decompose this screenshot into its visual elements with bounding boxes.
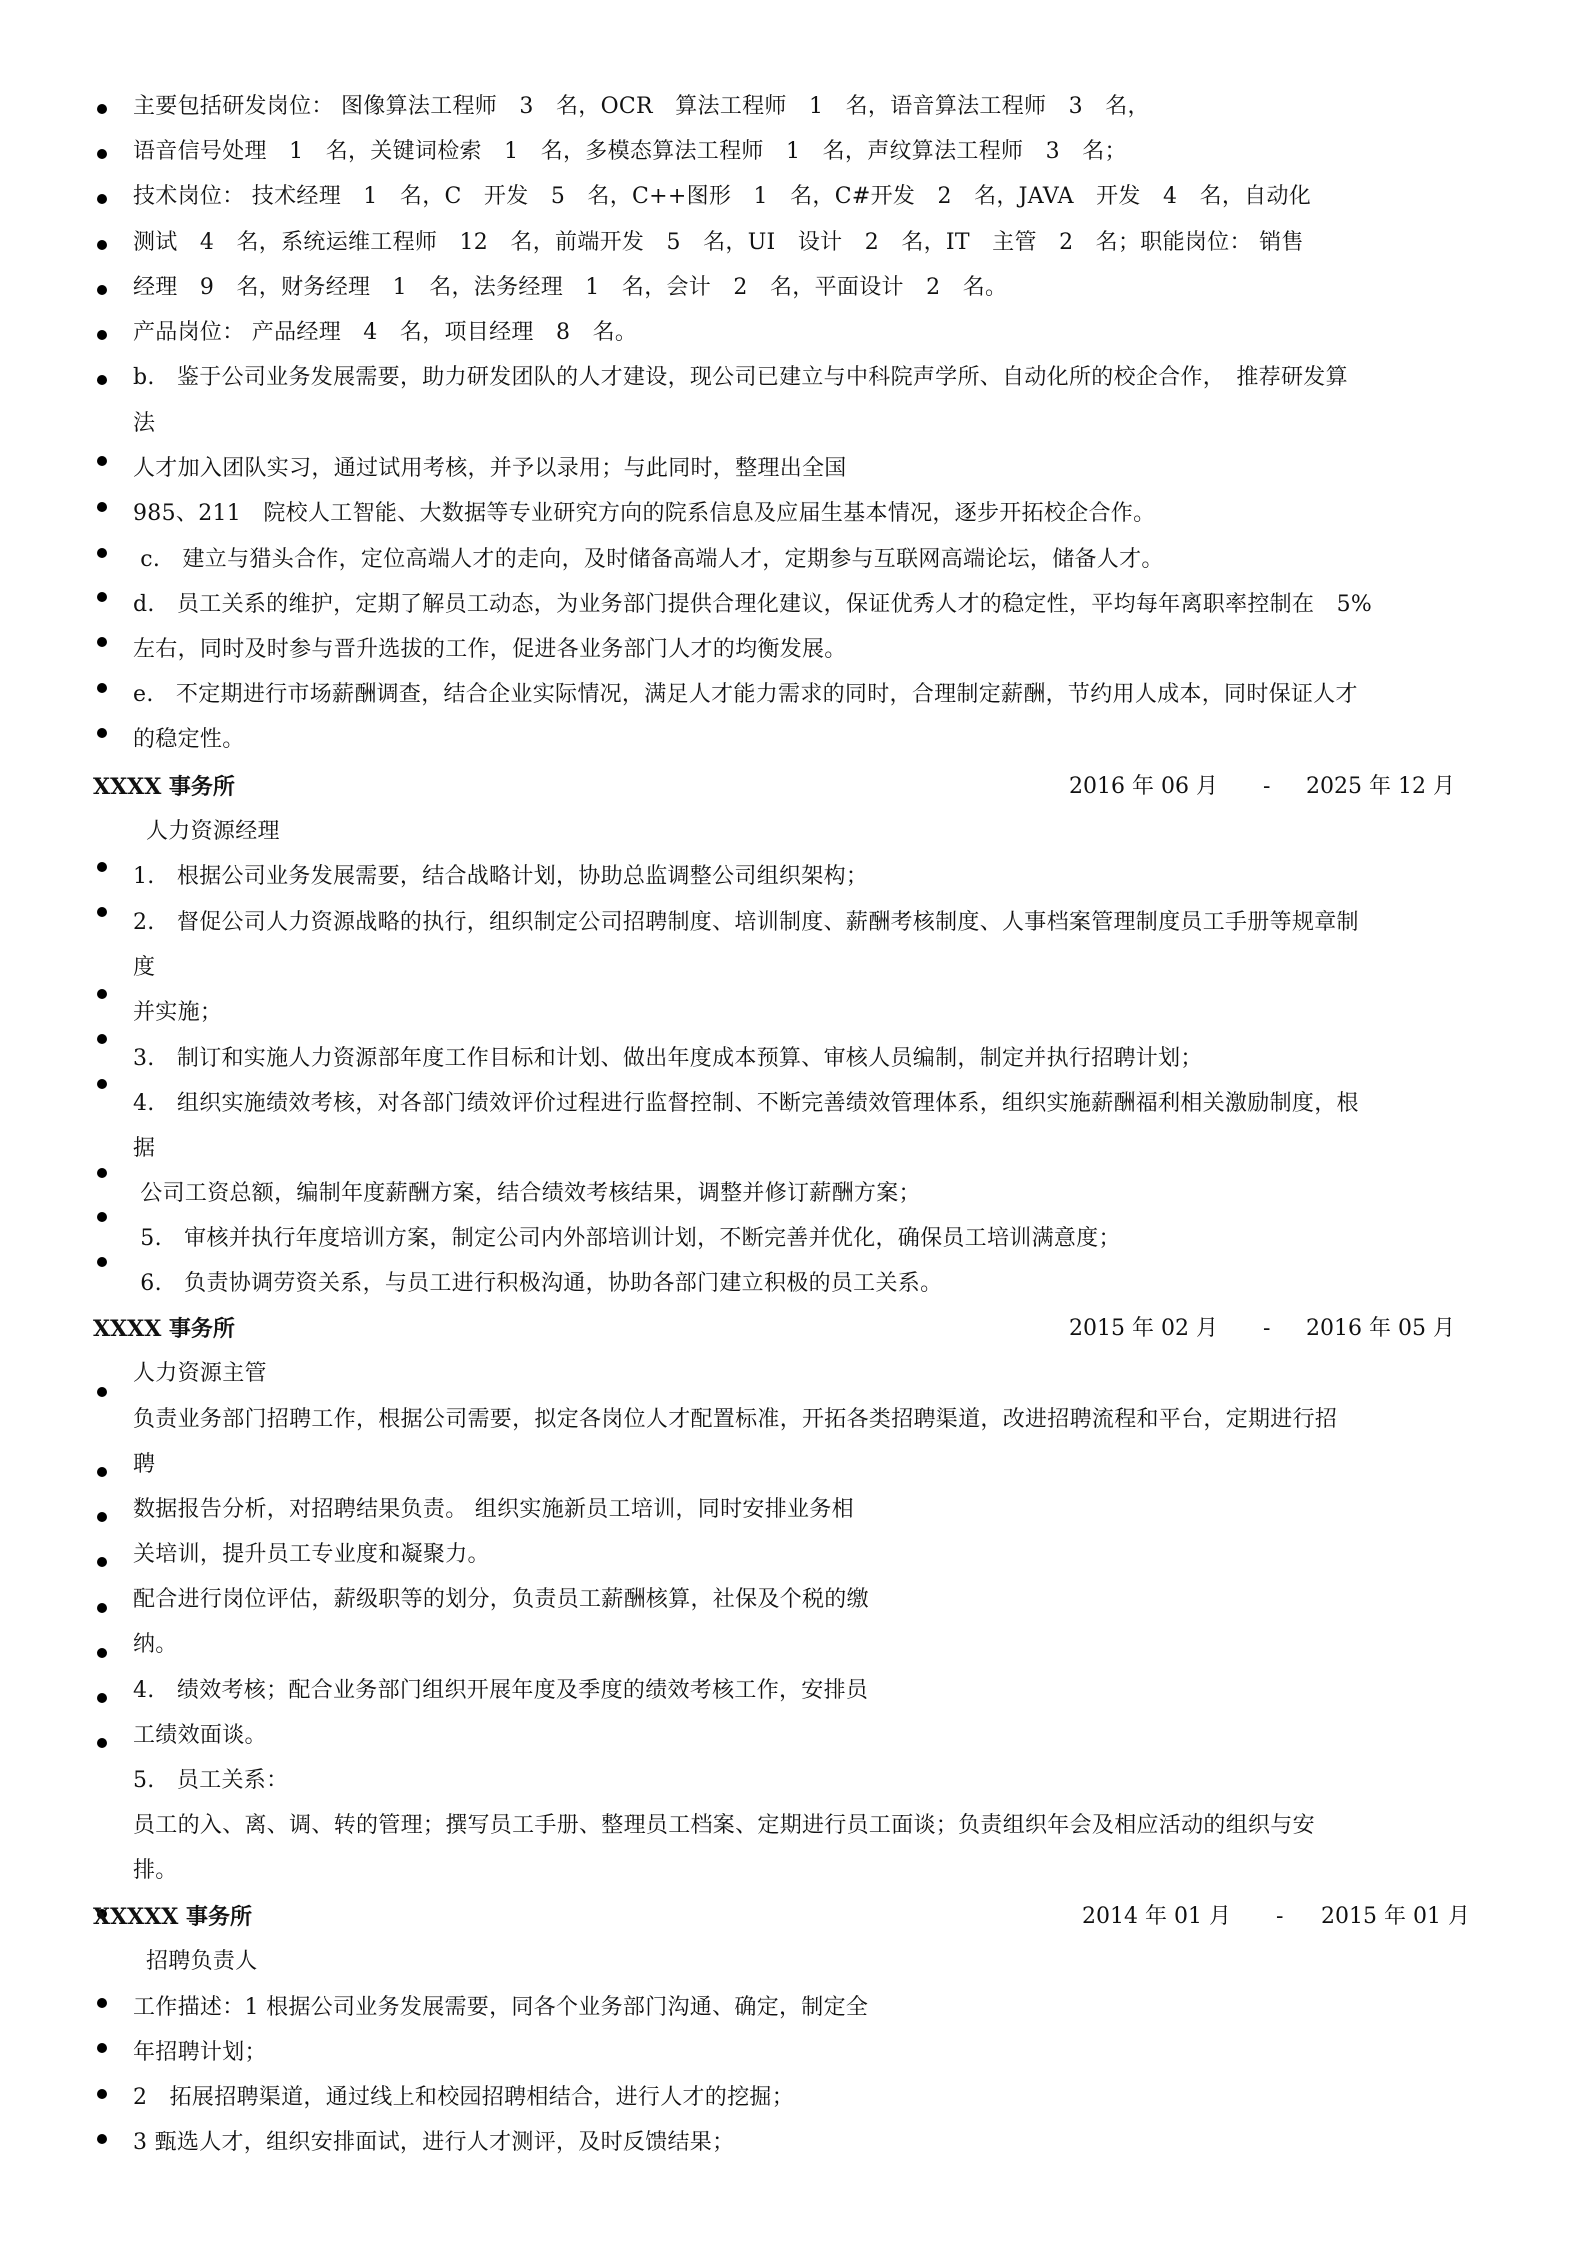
intro-line: d. 员工关系的维护，定期了解员工动态，为业务部门提供合理化建议，保证优秀人才的稳定性，平均每年离职率控制在 5% bbox=[133, 592, 1373, 617]
job-line: 5. 员工关系： bbox=[133, 1768, 289, 1793]
bullet-icon bbox=[97, 683, 107, 693]
job-line: 数据报告分析，对招聘结果负责。 组织实施新员工培训，同时安排业务相 bbox=[133, 1497, 854, 1522]
bullet-icon bbox=[97, 1467, 107, 1477]
intro-line: 经理 9 名，财务经理 1 名，法务经理 1 名，会计 2 名，平面设计 2 名。 bbox=[133, 275, 1008, 300]
bullet-icon bbox=[97, 375, 107, 385]
job-line: 3. 制订和实施人力资源部年度工作目标和计划、做出年度成本预算、审核人员编制，制定并执行招聘计划； bbox=[133, 1046, 1203, 1071]
intro-line: 左右，同时及时参与晋升选拔的工作，促进各业务部门人才的均衡发展。 bbox=[133, 637, 847, 662]
bullet-icon bbox=[97, 1512, 107, 1522]
date-end: 2025 年 12 月 bbox=[1306, 774, 1455, 799]
company-name: XXXX 事务所 bbox=[93, 774, 235, 800]
job-line: 4. 绩效考核；配合业务部门组织开展年度及季度的绩效考核工作，安排员 bbox=[133, 1678, 869, 1703]
bullet-icon bbox=[97, 2089, 107, 2099]
job-line: 关培训，提升员工专业度和凝聚力。 bbox=[133, 1542, 490, 1567]
job-line: 据 bbox=[133, 1136, 156, 1161]
bullet-icon bbox=[97, 637, 107, 647]
job-title: 人力资源经理 bbox=[146, 819, 280, 844]
intro-line: c. 建立与猎头合作，定位高端人才的走向，及时储备高端人才，定期参与互联网高端论坛，储备人才。 bbox=[133, 547, 1164, 572]
bullet-icon bbox=[97, 240, 107, 250]
job-line: 排。 bbox=[133, 1858, 178, 1883]
bullet-icon bbox=[97, 285, 107, 295]
job-line: 4. 组织实施绩效考核，对各部门绩效评价过程进行监督控制、不断完善绩效管理体系，组织实施薪酬福利相关激励制度，根 bbox=[133, 1091, 1359, 1116]
intro-line: 产品岗位： 产品经理 4 名，项目经理 8 名。 bbox=[133, 320, 638, 345]
intro-line: b. 鉴于公司业务发展需要，助力研发团队的人才建设，现公司已建立与中科院声学所、自动化所的校企合作， 推荐研发算 bbox=[133, 365, 1348, 390]
job-line: 负责业务部门招聘工作，根据公司需要，拟定各岗位人才配置标准，开拓各类招聘渠道，改进招聘流程和平台，定期进行招 bbox=[133, 1407, 1338, 1432]
bullet-icon bbox=[97, 1079, 107, 1089]
job-line: 聘 bbox=[133, 1452, 156, 1477]
bullet-icon bbox=[97, 2043, 107, 2053]
intro-line: 法 bbox=[133, 411, 156, 436]
date-separator: - bbox=[1263, 1316, 1271, 1341]
job-line: 5. 审核并执行年度培训方案，制定公司内外部培训计划，不断完善并优化，确保员工培训满意度； bbox=[133, 1226, 1121, 1251]
company-name: XXXX 事务所 bbox=[93, 1316, 235, 1342]
bullet-icon bbox=[97, 104, 107, 114]
intro-line: 技术岗位： 技术经理 1 名，C 开发 5 名，C++图形 1 名，C#开发 2 名，JAVA 开发 4 名，自动化 bbox=[133, 184, 1312, 209]
bullet-icon bbox=[97, 456, 107, 466]
bullet-icon bbox=[97, 330, 107, 340]
bullet-icon bbox=[97, 1603, 107, 1613]
bullet-icon bbox=[97, 728, 107, 738]
job-line: 公司工资总额，编制年度薪酬方案，结合绩效考核结果，调整并修订薪酬方案； bbox=[133, 1181, 921, 1206]
job-line: 员工的入、离、调、转的管理；撰写员工手册、整理员工档案、定期进行员工面谈；负责组织年会及相应活动的组织与安 bbox=[133, 1813, 1315, 1838]
bullet-icon bbox=[97, 194, 107, 204]
intro-line: 语音信号处理 1 名，关键词检索 1 名，多模态算法工程师 1 名，声纹算法工程师 3 名； bbox=[133, 139, 1127, 164]
bullet-icon bbox=[97, 1168, 107, 1178]
job-line: 工作描述：1 根据公司业务发展需要，同各个业务部门沟通、确定，制定全 bbox=[133, 1995, 869, 2020]
bullet-icon bbox=[97, 989, 107, 999]
job-line: 2 拓展招聘渠道，通过线上和校园招聘相结合，进行人才的挖掘； bbox=[133, 2085, 794, 2110]
job-line: 2. 督促公司人力资源战略的执行，组织制定公司招聘制度、培训制度、薪酬考核制度、人事档案管理制度员工手册等规章制 bbox=[133, 910, 1359, 935]
bullet-icon bbox=[97, 592, 107, 602]
date-end: 2015 年 01 月 bbox=[1321, 1904, 1470, 1929]
intro-line: 的稳定性。 bbox=[133, 727, 245, 752]
bullet-icon bbox=[97, 502, 107, 512]
job-title: 人力资源主管 bbox=[133, 1361, 267, 1386]
bullet-icon bbox=[97, 1212, 107, 1222]
bullet-icon bbox=[97, 1693, 107, 1703]
bullet-icon bbox=[97, 2134, 107, 2144]
intro-line: 主要包括研发岗位： 图像算法工程师 3 名，OCR 算法工程师 1 名，语音算法工程师 3 名， bbox=[133, 94, 1150, 119]
bullet-icon bbox=[97, 907, 107, 917]
job-line: 1. 根据公司业务发展需要，结合战略计划，协助总监调整公司组织架构； bbox=[133, 864, 869, 889]
job-line: 配合进行岗位评估，薪级职等的划分，负责员工薪酬核算，社保及个税的缴 bbox=[133, 1587, 869, 1612]
bullet-icon bbox=[97, 1738, 107, 1748]
date-start: 2016 年 06 月 bbox=[1069, 774, 1218, 799]
job-line: 度 bbox=[133, 955, 156, 980]
job-title: 招聘负责人 bbox=[146, 1949, 258, 1974]
job-line: 3 甄选人才，组织安排面试，进行人才测评，及时反馈结果； bbox=[133, 2130, 735, 2155]
bullet-icon bbox=[97, 1998, 107, 2008]
date-separator: - bbox=[1276, 1904, 1284, 1929]
job-line: 年招聘计划； bbox=[133, 2040, 267, 2065]
intro-line: 985、211 院校人工智能、大数据等专业研究方向的院系信息及应届生基本情况，逐步开拓校企合作。 bbox=[133, 501, 1156, 526]
company-name: XXXXX 事务所 bbox=[93, 1904, 253, 1930]
job-line: 工绩效面谈。 bbox=[133, 1723, 267, 1748]
bullet-icon bbox=[97, 862, 107, 872]
bullet-icon bbox=[97, 1034, 107, 1044]
intro-line: 测试 4 名，系统运维工程师 12 名，前端开发 5 名，UI 设计 2 名，IT 主管 2 名；职能岗位： 销售 bbox=[133, 230, 1304, 255]
bullet-icon bbox=[97, 1557, 107, 1567]
intro-line: 人才加入团队实习，通过试用考核，并予以录用；与此同时，整理出全国 bbox=[133, 456, 847, 481]
job-line: 纳。 bbox=[133, 1632, 178, 1657]
date-start: 2014 年 01 月 bbox=[1082, 1904, 1231, 1929]
bullet-icon bbox=[97, 548, 107, 558]
bullet-icon bbox=[97, 1387, 107, 1397]
date-separator: - bbox=[1263, 774, 1271, 799]
bullet-icon bbox=[97, 149, 107, 159]
date-start: 2015 年 02 月 bbox=[1069, 1316, 1218, 1341]
bullet-icon bbox=[97, 1257, 107, 1267]
bullet-icon bbox=[97, 1648, 107, 1658]
intro-line: e. 不定期进行市场薪酬调查，结合企业实际情况，满足人才能力需求的同时，合理制定薪酬，节约用人成本，同时保证人才 bbox=[133, 682, 1358, 707]
date-end: 2016 年 05 月 bbox=[1306, 1316, 1455, 1341]
job-line: 6. 负责协调劳资关系，与员工进行积极沟通，协助各部门建立积极的员工关系。 bbox=[133, 1271, 943, 1296]
job-line: 并实施； bbox=[133, 1000, 223, 1025]
